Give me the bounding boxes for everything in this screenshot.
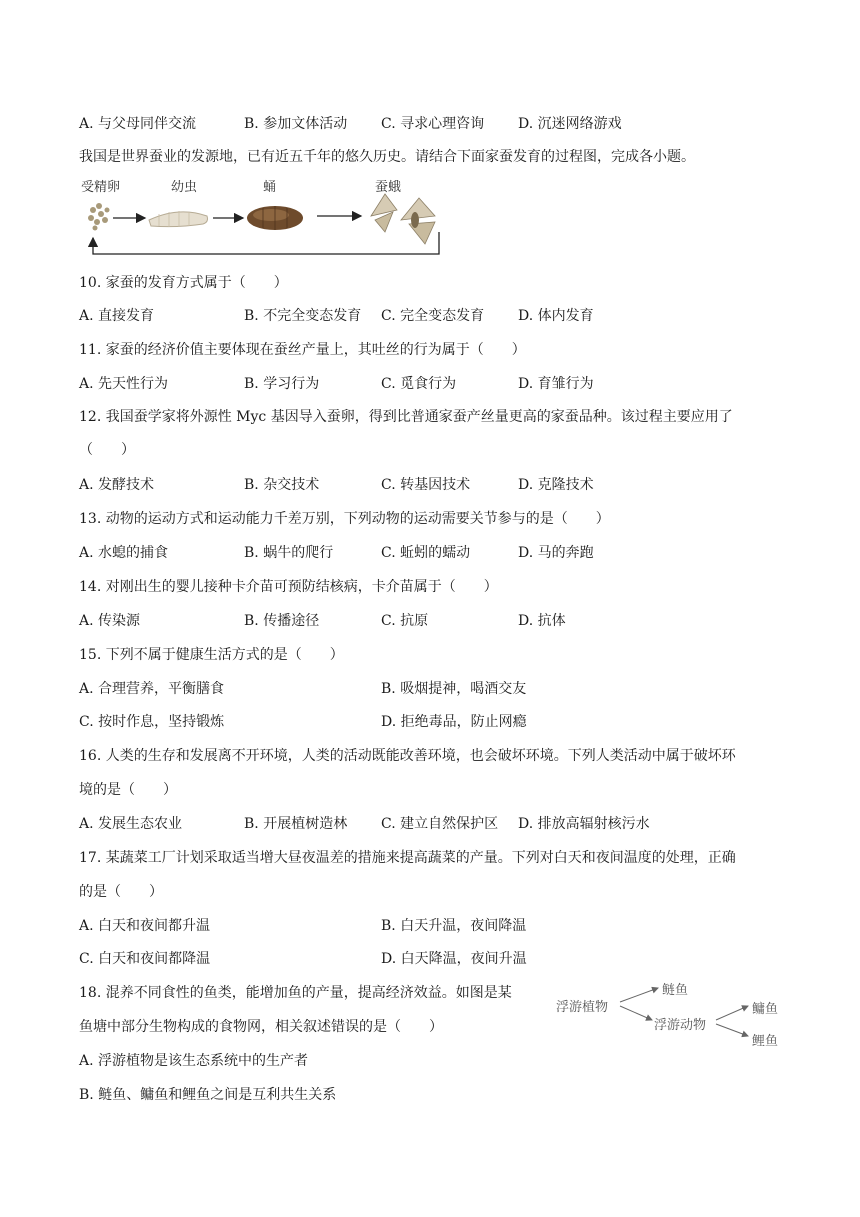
stage-label-moth: 蚕蛾: [375, 180, 402, 195]
q17-stem-line1: 17. 某蔬菜工厂计划采取适当增大昼夜温差的措施来提高蔬菜的产量。下列对白天和夜间温度的处理，正确: [79, 850, 736, 866]
q15-option-a: A. 合理营养，平衡膳食: [79, 681, 225, 697]
larva-icon: [149, 211, 208, 227]
q17-option-d: D. 白天降温，夜间升温: [381, 951, 527, 967]
q14-option-b: B. 传播途径: [244, 613, 320, 629]
food-web-diagram: [556, 976, 786, 1049]
q12-stem-line1: 12. 我国蚕学家将外源性 Myc 基因导入蚕卵，得到比普通家蚕产丝量更高的家蚕品种。该过程主要应用了: [79, 409, 733, 425]
q16-option-d: D. 排放高辐射核污水: [518, 816, 650, 832]
q15-stem: 15. 下列不属于健康生活方式的是（ ）: [79, 647, 344, 663]
q9-option-c: C. 寻求心理咨询: [381, 116, 485, 132]
q12-option-a: A. 发酵技术: [79, 477, 155, 493]
q18-option-b: B. 鲢鱼、鳙鱼和鲤鱼之间是互利共生关系: [79, 1087, 337, 1103]
stage-label-egg: 受精卵: [81, 180, 121, 195]
q17-option-c: C. 白天和夜间都降温: [79, 951, 211, 967]
stage-label-pupa: 蛹: [263, 180, 277, 195]
q16-option-b: B. 开展植树造林: [244, 816, 348, 832]
q16-stem-line2: 境的是（ ）: [79, 782, 177, 798]
q18-option-a: A. 浮游植物是该生态系统中的生产者: [79, 1053, 309, 1069]
q13-option-c: C. 蚯蚓的蠕动: [381, 545, 471, 561]
q17-stem-line2: 的是（ ）: [79, 884, 163, 900]
q13-option-d: D. 马的奔跑: [518, 545, 594, 561]
q11-stem: 11. 家蚕的经济价值主要体现在蚕丝产量上，其吐丝的行为属于（ ）: [79, 342, 526, 358]
food-web-arrows: [556, 976, 786, 1046]
q11-option-b: B. 学习行为: [244, 376, 320, 392]
food-web-node-zooplankton: 浮游动物: [654, 1018, 707, 1033]
q13-stem: 13. 动物的运动方式和运动能力千差万别，下列动物的运动需要关节参与的是（ ）: [79, 511, 610, 527]
q12-stem-line2: （ ）: [79, 442, 135, 458]
q11-option-d: D. 育雏行为: [518, 376, 594, 392]
q11-option-a: A. 先天性行为: [79, 376, 169, 392]
q15-option-d: D. 拒绝毒品，防止网瘾: [381, 714, 527, 730]
q10-stem: 10. 家蚕的发育方式属于（ ）: [79, 275, 288, 291]
q10-option-d: D. 体内发育: [518, 308, 594, 324]
q10-option-b: B. 不完全变态发育: [244, 308, 362, 324]
q16-stem-line1: 16. 人类的生存和发展离不开环境，人类的活动既能改善环境，也会破坏环境。下列人类活动中属于破坏环: [79, 748, 736, 764]
food-web-node-phytoplankton: 浮游植物: [556, 1000, 609, 1015]
q9-option-a: A. 与父母同伴交流: [79, 116, 197, 132]
q18-stem-line2: 鱼塘中部分生物构成的食物网，相关叙述错误的是（ ）: [79, 1019, 443, 1035]
q18-stem-line1: 18. 混养不同食性的鱼类，能增加鱼的产量，提高经济效益。如图是某: [79, 985, 512, 1001]
pupa-icon: [247, 206, 303, 230]
q15-option-c: C. 按时作息，坚持锻炼: [79, 714, 225, 730]
food-web-node-silver-carp: 鲢鱼: [662, 983, 689, 998]
silkworm-lifecycle-diagram: [79, 176, 459, 258]
q12-option-b: B. 杂交技术: [244, 477, 320, 493]
intro-text: 我国是世界蚕业的发源地，已有近五千年的悠久历史。请结合下面家蚕发育的过程图，完成各小题。: [79, 149, 695, 165]
q14-option-d: D. 抗体: [518, 613, 566, 629]
food-web-node-bighead-carp: 鳙鱼: [752, 1002, 779, 1017]
stage-label-larva: 幼虫: [171, 180, 198, 195]
q12-option-c: C. 转基因技术: [381, 477, 471, 493]
q12-option-d: D. 克隆技术: [518, 477, 594, 493]
q9-option-b: B. 参加文体活动: [244, 116, 348, 132]
q16-option-a: A. 发展生态农业: [79, 816, 183, 832]
q9-option-d: D. 沉迷网络游戏: [518, 116, 622, 132]
q16-option-c: C. 建立自然保护区: [381, 816, 499, 832]
lifecycle-drawing: [79, 176, 459, 258]
q17-option-b: B. 白天升温，夜间降温: [381, 918, 527, 934]
q13-option-b: B. 蜗牛的爬行: [244, 545, 334, 561]
q17-option-a: A. 白天和夜间都升温: [79, 918, 211, 934]
food-web-node-common-carp: 鲤鱼: [752, 1034, 779, 1049]
q14-option-a: A. 传染源: [79, 613, 141, 629]
q11-option-c: C. 觅食行为: [381, 376, 457, 392]
q14-stem: 14. 对刚出生的婴儿接种卡介苗可预防结核病，卡介苗属于（ ）: [79, 579, 498, 595]
q13-option-a: A. 水螅的捕食: [79, 545, 169, 561]
q10-option-c: C. 完全变态发育: [381, 308, 485, 324]
q14-option-c: C. 抗原: [381, 613, 429, 629]
moth-icon: [371, 194, 435, 244]
q15-option-b: B. 吸烟提神，喝酒交友: [381, 681, 527, 697]
eggs-icon: [88, 203, 110, 231]
q10-option-a: A. 直接发育: [79, 308, 155, 324]
